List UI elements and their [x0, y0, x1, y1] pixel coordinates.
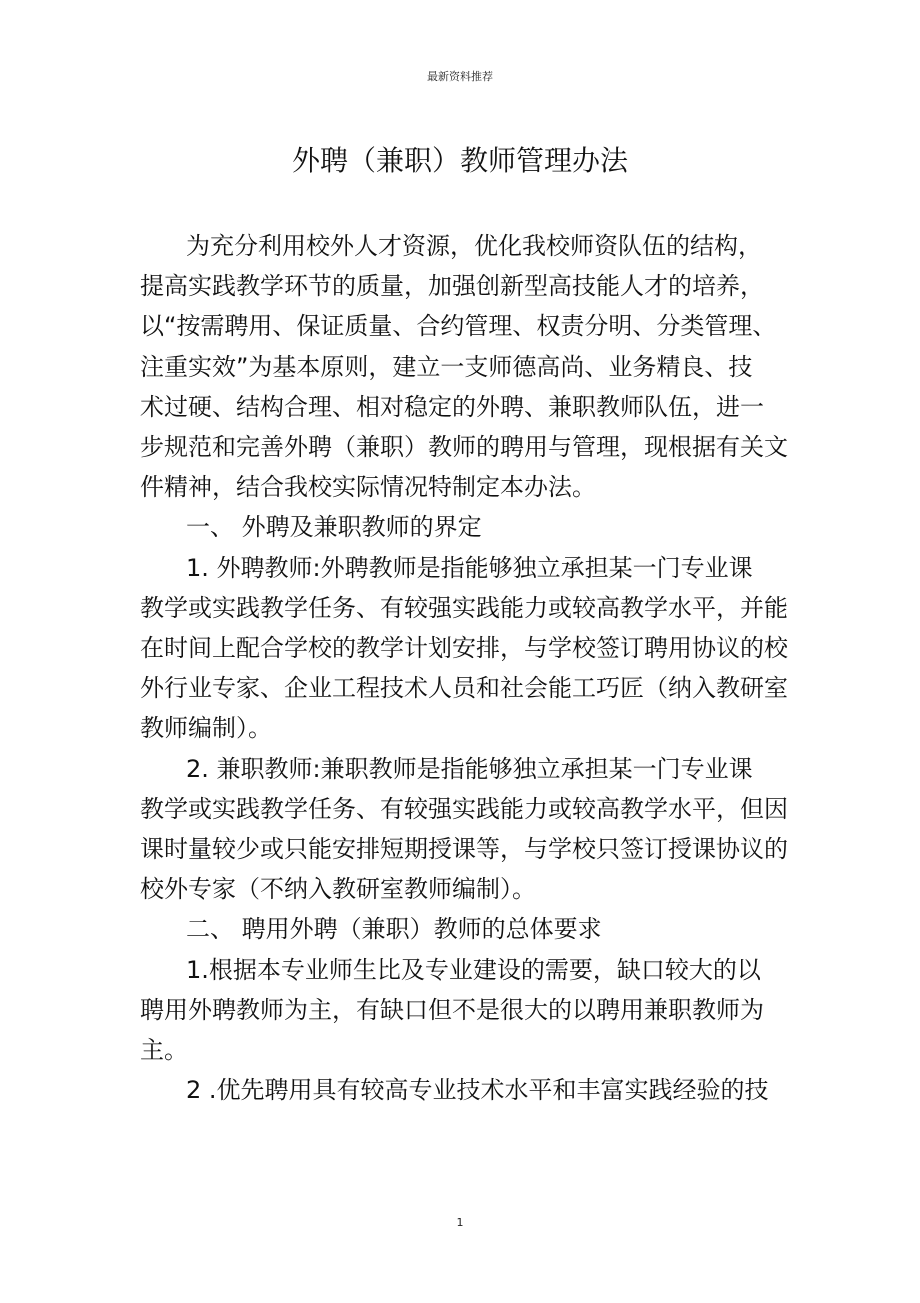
- body-line: 教学或实践教学任务、有较强实践能力或较高教学水平，但因: [140, 795, 788, 823]
- body-line: 提高实践教学环节的质量，加强创新型高技能人才的培养，: [140, 272, 764, 300]
- body-line: 件精神，结合我校实际情况特制定本办法。: [140, 473, 596, 501]
- body-line: 教学或实践教学任务、有较强实践能力或较高教学水平，并能: [140, 594, 788, 622]
- body-line: 外行业专家、企业工程技术人员和社会能工巧匠（纳入教研室: [140, 674, 788, 702]
- document-title: 外聘（兼职）教师管理办法: [291, 144, 628, 177]
- page-number: 1: [456, 1216, 464, 1229]
- body-line: 聘用外聘教师为主，有缺口但不是很大的以聘用兼职教师为: [140, 996, 764, 1024]
- body-line: 1.根据本专业师生比及专业建设的需要，缺口较大的以: [186, 956, 761, 984]
- body-line: 在时间上配合学校的教学计划安排，与学校签订聘用协议的校: [140, 634, 788, 662]
- body-line: 教师编制）。: [140, 714, 272, 742]
- body-line: 2 .优先聘用具有较高专业技术水平和丰富实践经验的技: [186, 1076, 769, 1104]
- body-line: 校外专家（不纳入教研室教师编制）。: [140, 875, 536, 903]
- body-line: 注重实效”为基本原则，建立一支师德高尚、业务精良、技: [140, 353, 753, 381]
- section-heading: 二、 聘用外聘（兼职）教师的总体要求: [186, 915, 602, 943]
- body-line: 术过硬、结构合理、相对稳定的外聘、兼职教师队伍，进一: [140, 393, 764, 421]
- body-line: 以“按需聘用、保证质量、合约管理、权责分明、分类管理、: [140, 312, 777, 340]
- body-line: 为充分利用校外人才资源，优化我校师资队伍的结构，: [186, 232, 762, 260]
- body-line: 1. 外聘教师:外聘教师是指能够独立承担某一门专业课: [186, 554, 753, 582]
- header-note: 最新资料推荐: [427, 70, 493, 83]
- body-line: 2. 兼职教师:兼职教师是指能够独立承担某一门专业课: [186, 755, 753, 783]
- body-line: 课时量较少或只能安排短期授课等，与学校只签订授课协议的: [140, 835, 788, 863]
- body-line: 步规范和完善外聘（兼职）教师的聘用与管理，现根据有关文: [140, 433, 788, 461]
- body-line: 主。: [140, 1036, 188, 1064]
- section-heading: 一、 外聘及兼职教师的界定: [186, 513, 482, 541]
